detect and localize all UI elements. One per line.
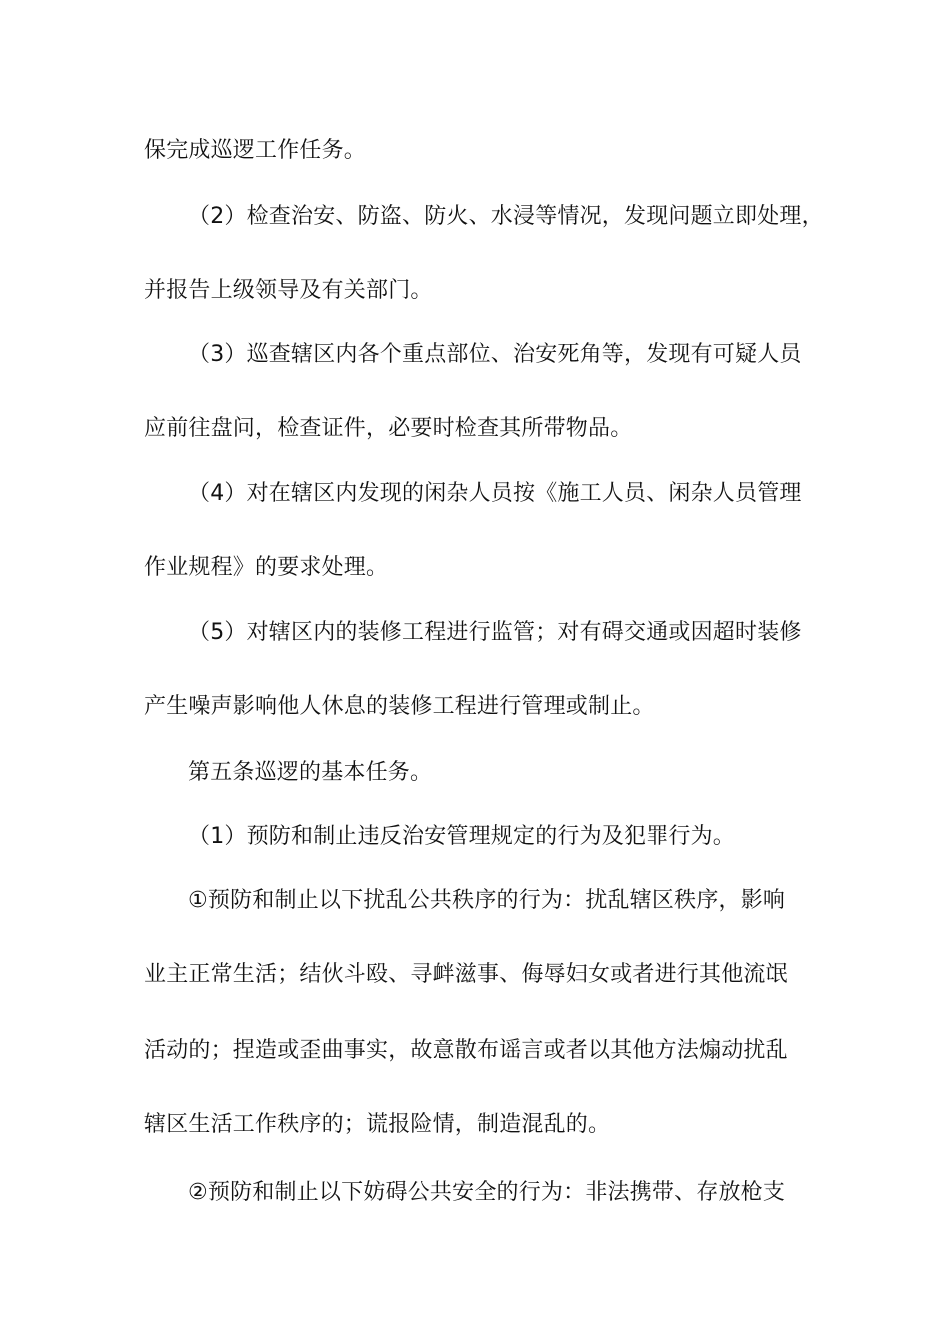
paragraph-line: （1）预防和制止违反治安管理规定的行为及犯罪行为。 — [188, 824, 735, 849]
paragraph-line: 并报告上级领导及有关部门。 — [144, 278, 433, 303]
paragraph-line: （3）巡查辖区内各个重点部位、治安死角等，发现有可疑人员 — [188, 342, 802, 367]
paragraph-line: （2）检查治安、防盗、防火、水浸等情况，发现问题立即处理， — [188, 204, 824, 229]
paragraph-line: （4）对在辖区内发现的闲杂人员按《施工人员、闲杂人员管理 — [188, 481, 802, 506]
section-heading: 第五条巡逻的基本任务。 — [188, 760, 433, 785]
paragraph-line: ①预防和制止以下扰乱公共秩序的行为：扰乱辖区秩序，影响 — [188, 888, 786, 913]
paragraph-line: 业主正常生活；结伙斗殴、寻衅滋事、侮辱妇女或者进行其他流氓 — [144, 962, 788, 987]
paragraph-line: （5）对辖区内的装修工程进行监管；对有碍交通或因超时装修 — [188, 620, 802, 645]
paragraph-line: 活动的；捏造或歪曲事实，故意散布谣言或者以其他方法煽动扰乱 — [144, 1038, 788, 1063]
paragraph-line: 产生噪声影响他人休息的装修工程进行管理或制止。 — [144, 694, 655, 719]
paragraph-line: 辖区生活工作秩序的；谎报险情，制造混乱的。 — [144, 1112, 611, 1137]
paragraph-line: 保完成巡逻工作任务。 — [144, 138, 367, 163]
paragraph-line: 作业规程》的要求处理。 — [144, 555, 389, 580]
paragraph-line: 应前往盘问，检查证件，必要时检查其所带物品。 — [144, 416, 633, 441]
paragraph-line: ②预防和制止以下妨碍公共安全的行为：非法携带、存放枪支 — [188, 1180, 786, 1205]
